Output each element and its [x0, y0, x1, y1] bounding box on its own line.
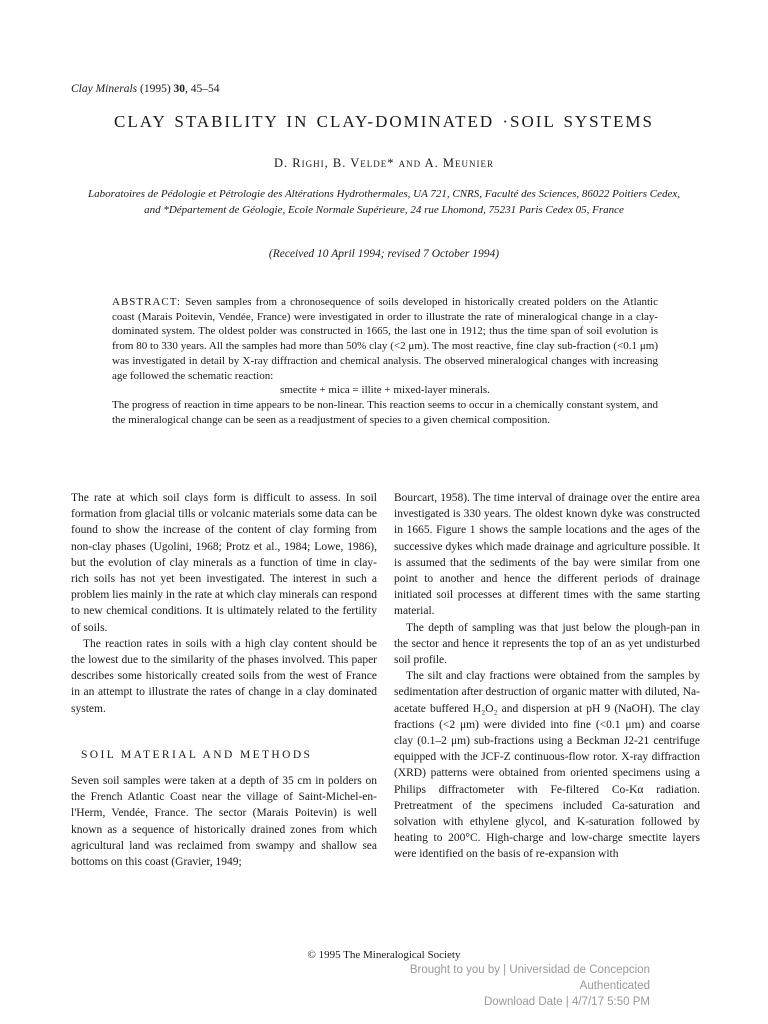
- methods-paragraph-1: Seven soil samples were taken at a depth of 35 cm in polders on the French Atlantic Coast near the village of Saint-Michel-en-l'Herm, Vendée, France. The sector (Marais Poitevin) is well known as a sequence of historically drained zones from which agricultural land was reclaimed from swampy and shallow sea bottoms on this coast (Gravier, 1949;: [71, 775, 377, 869]
- copyright-notice: © 1995 The Mineralogical Society: [307, 949, 461, 961]
- right-column: [394, 490, 700, 863]
- abstract: [112, 295, 658, 427]
- paper-title: CLAY STABILITY IN CLAY-DOMINATED ·SOIL SYSTEMS: [114, 112, 654, 131]
- section-heading-methods: SOIL MATERIAL AND METHODS: [81, 748, 313, 761]
- affiliation: Laboratoires de Pédologie et Pétrologie des Altérations Hydrothermales, UA 721, CNRS, Faculté des Sciences, 86022 Poitiers Cedex, and *Département de Géologie, Ecole Normale Supérieure, 24 rue Lhomond, 75231 Paris Cedex 05, France: [88, 188, 680, 216]
- right-paragraph-1: Bourcart, 1958). The time interval of drainage over the entire area investigated is 330 years. The oldest known dyke was constructed in 1665. Figure 1 shows the sample locations and the ages of the successive dykes which made drainage and agriculture possible. It is assumed that the sediments of the bay were similar from one point to another and hence the different periods of drainage initiated soil processes at different times with the same starting material.: [394, 492, 700, 618]
- right-paragraph-2: The depth of sampling was that just below the plough-pan in the sector and hence it represents the top of an as yet undisturbed soil profile.: [394, 621, 700, 667]
- received-dates: [0, 248, 768, 260]
- journal-citation: [71, 83, 220, 95]
- journal-volume: 30: [173, 83, 186, 95]
- journal-name: Clay Minerals: [71, 83, 138, 95]
- left-column: [71, 490, 377, 870]
- journal-pages: , 45–54: [185, 83, 220, 95]
- watermark-line-auth: Authenticated: [579, 980, 650, 992]
- intro-paragraph-2: The reaction rates in soils with a high clay content should be the lowest due to the similarity of the phases involved. This paper describes some historically created soils from the west of France in an attempt to illustrate the rates of change in a clay dominated system.: [71, 637, 377, 715]
- access-watermark: [410, 962, 650, 1010]
- abstract-body: [112, 295, 658, 383]
- intro-paragraph-1: The rate at which soil clays form is difficult to assess. In soil formation from glacial tills or volcanic materials some data can be found to show the increase of the content of clay forming from non-clay phases (Ugolini, 1968; Protz et al., 1984; Lowe, 1986), but the evolution of clay minerals as a function of time in clay-rich soils has not yet been investigated. The interest in such a problem lies mainly in the rate at which clay minerals can respond to new chemical conditions. It is ultimately related to the fertility of soils.: [71, 492, 377, 634]
- right-paragraph-3: The silt and clay fractions were obtained from the samples by sedimentation after destruction of organic matter with diluted, Na-acetate buffered H₂O₂ and dispersion at pH 9 (NaOH). The clay fractions (<2 μm) were divided into fine (<0.1 μm) and coarse clay (0.1–2 μm) sub-fractions using a Beckman J2-21 centrifuge equipped with the JCF-Z continuous-flow rotor. X-ray diffraction (XRD) patterns were obtained from oriented specimens using a Philips diffractometer with Fe-filtered Co-Kα radiation. Pretreatment of the specimens included Ca-saturation and solvation with ethylene glycol, and K-saturation followed by heating to 200°C. High-charge and low-charge smectite layers were identified on the basis of re-expansion with: [394, 670, 700, 861]
- received-text: (Received 10 April 1994; revised 7 October 1994): [268, 248, 500, 260]
- abstract-text: Seven samples from a chronosequence of soils developed in historically created polders on the Atlantic coast (Marais Poitevin, Vendée, France) were investigated in order to illustrate the rate of mineralogical change in a clay-dominated system. The oldest polder was constructed in 1665, the last one in 1912; thus the time span of soil evolution is from 80 to 330 years. All the samples had more than 50% clay (<2 μm). The most reactive, fine clay sub-fraction (<0.1 μm) was investigated in detail by X-ray diffraction and chemical analysis. The observed mineralogical changes with increasing age followed the schematic reaction:: [112, 296, 658, 382]
- watermark-line-date: Download Date | 4/7/17 5:50 PM: [483, 996, 650, 1008]
- abstract-conclusion: The progress of reaction in time appears to be non-linear. This reaction seems to occur in a chemically constant system, and the mineralogical change can be seen as a readjustment of species to a given chemical composition.: [112, 398, 658, 426]
- journal-year: (1995): [137, 83, 174, 95]
- abstract-label: ABSTRACT:: [112, 296, 181, 308]
- author-list: D. Righi, B. Velde* and A. Meunier: [274, 156, 494, 170]
- watermark-line-institution: Brought to you by | Universidad de Concepcion: [409, 964, 650, 976]
- abstract-reaction: smectite + mica = illite + mixed-layer minerals.: [280, 384, 490, 397]
